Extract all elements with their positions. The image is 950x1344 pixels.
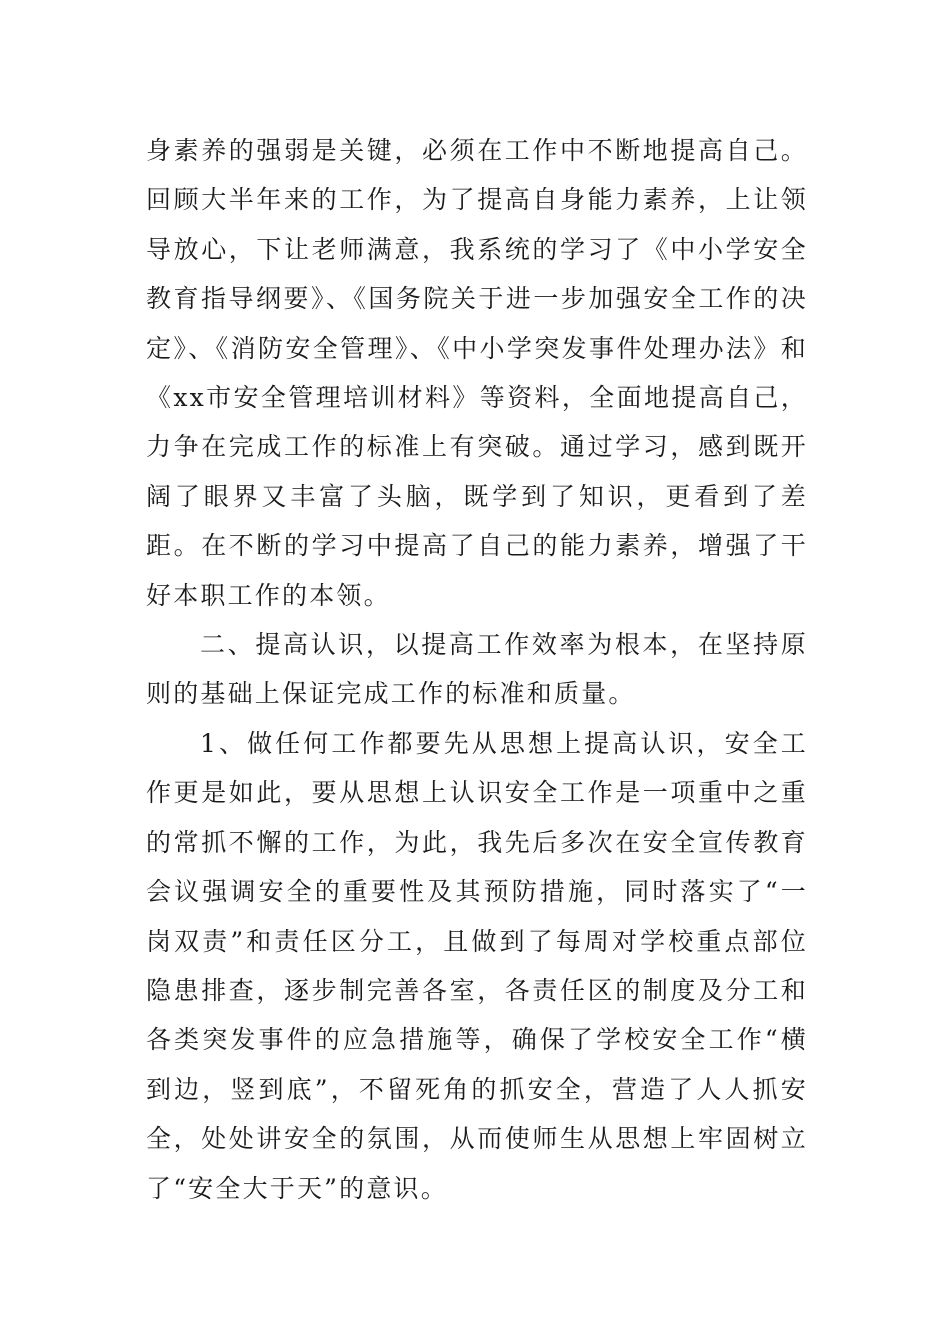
paragraph-section-two-heading: 二、提高认识，以提高工作效率为根本，在坚持原则的基础上保证完成工作的标准和质量。 [146,630,808,709]
paragraph-item-one: 1、做任何工作都要先从思想上提高认识，安全工作更是如此，要从思想上认识安全工作是一项重中之重的常抓不懈的工作，为此，我先后多次在安全宣传教育会议强调安全的重要性及其预防措施，同时落实了“一岗双责”和责任区分工，且做到了每周对学校重点部位隐患排查，逐步制完善各室，各责任区的制度及分工和各类突发事件的应急措施等，确保了学校安全工作“横到边，竖到底”，不留死角的抓安全，营造了人人抓安全，处处讲安全的氛围，从而使师生从思想上牢固树立了“安全大于天”的意识。 [146,728,808,1203]
document-body [146,126,808,1213]
paragraph-self-study: 身素养的强弱是关键，必须在工作中不断地提高自己。回顾大半年来的工作，为了提高自身能力素养，上让领导放心，下让老师满意，我系统的学习了《中小学安全教育指导纲要》、《国务院关于进一步加强安全工作的决定》、《消防安全管理》、《中小学突发事件处理办法》和《xx市安全管理培训材料》等资料，全面地提高自己，力争在完成工作的标准上有突破。通过学习，感到既开阔了眼界又丰富了头脑，既学到了知识，更看到了差距。在不断的学习中提高了自己的能力素养，增强了干好本职工作的本领。 [146,136,808,610]
